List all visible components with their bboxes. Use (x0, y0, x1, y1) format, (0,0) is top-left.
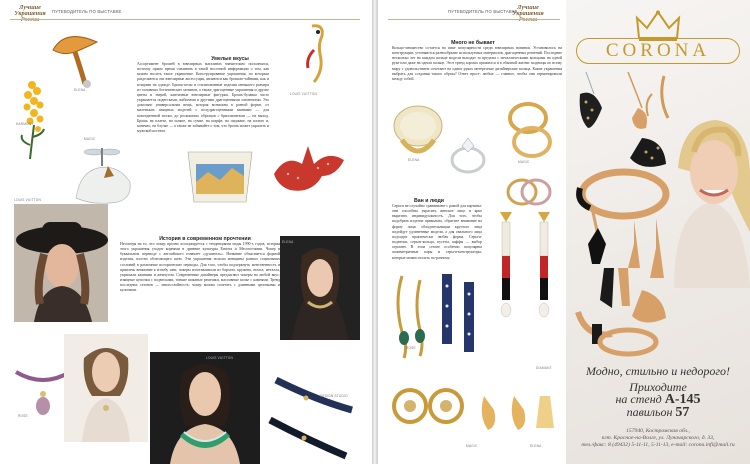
right-page (378, 0, 750, 464)
magazine-logo (10, 5, 50, 23)
caption-2: HARMONY (16, 122, 34, 126)
page-header-right: ПУТЕВОДИТЕЛЬ ПО ВЫСТАВКЕ (448, 9, 518, 14)
logo-line1-right: Лучшие Украшения (512, 4, 544, 17)
ad-pavilion-line (566, 405, 750, 421)
solitaire-ring-image (446, 132, 490, 176)
article1-text: Ассортимент брошей в ювелирных магазинах значительно пополнился, поэтому прямо время осваивать в такой носочной информации о том, как можно носить такое украшение. Конструирование украшения, по которым разделяются эти ювелирные аксессуары, являются как брошью-тайнами, как и птицами на одежде. Брошь-иглы и стилизованные изделия меньшего размера из основных ботанических мотивов, а также драгоценные украшения и другие цветы и зверей, кантичные ювелирные фигурки. Брошь-булавка часто украшается подвесками, жабонами и другими драгоценными элементами. Это довольно универсальная вещь, которая возможна в разной форме, от маленьких изящных моделей с полудрагоценными камнями — для повседневной носки, до роскошных образцов с бриллиантами — на выход. Брошь на платье, на шляпе, на сумке, на шарфе, на пиджаке, на пальто и, конечно, на блузке — а также не забывайте о том, что брошь может украсить и мужской костюм. (137, 62, 269, 134)
stand-number: А-145 (664, 392, 701, 407)
caption-8: LOUIS VUITTON (206, 356, 233, 360)
pavilion-number: 57 (675, 405, 690, 420)
r-caption-6: ELENA (530, 444, 542, 448)
caption-7: ROSE (18, 414, 28, 418)
r-caption-5: MAGIC (466, 444, 478, 448)
caption-3: MAGIC (84, 137, 96, 141)
mimosa-brooch-image (18, 75, 52, 165)
mushroom-brooch-image (45, 22, 103, 92)
sapphire-earrings-image (434, 268, 486, 368)
woman-necklace-photo (64, 334, 148, 442)
r-article2-title: Ван и люди (414, 198, 444, 204)
drop-earrings-image (486, 206, 564, 364)
caption-6: ELENA (282, 240, 294, 244)
corona-brand-logo: CORONA (576, 38, 740, 64)
article2-text: Несмотря на то, что чокер прочно ассоциируется с тенденциями моды 1990-х годов, история этого украшения уходит корнями в древние культуры Египта и Месопотамии. Чокер в буквальном переводе с английского означает «душитель». Название объясняется формой изделия, плотно облегающего шею. Эти украшения носили женщины разных социальных сословий в различные исторические периоды. Для того, чтобы подчеркнуть женственность и привлечь внимание к изгибу шеи, чокеры изготавливали из бархата, кружева, атласа, металла, украшали камнями и жемчугом. Современные дизайнеры предлагают чокеры на любой вкус: изящные цепочки с подвесками, тонкие кожаные ремешки, массивные колье с камнями. Тренд последних сезонов — многослойность: чокер можно сочетать с длинными цепочками и кулонами. (120, 242, 280, 293)
rosegold-earrings-image (474, 386, 564, 440)
address-line1: 157940, Костромская обл., (626, 428, 690, 434)
pavilion-prefix: павильон (626, 405, 673, 419)
r-article2-text: Серьги не случайно сравнивают с рамой для картины: они способны украсить женское лицо и ярко выразить индивидуальность. Для того, чтобы подобрать изделие правильно, обратите внимание на форму лица: обладательницам круглого лица подойдут удлиненные модели, а для овального лица подходит практически любая форма. Серьги-подвески, серьги-кольца, пусеты, каффы — выбор огромен. В этом сезоне особенно популярны асимметричные пары и серьги-конструкторы, которые можно носить по-разному. (392, 204, 482, 260)
green-stone-earrings-image (390, 272, 432, 366)
r-caption-1: ELENA (408, 158, 420, 162)
corona-advertisement (566, 0, 750, 464)
velvet-chokers-image (266, 370, 360, 460)
caption-5: LOUIS VUITTON (14, 198, 41, 202)
painted-bag-image (184, 146, 256, 204)
caption-1: ELENA (74, 88, 86, 92)
gold-rings-image (502, 96, 558, 164)
page-header: ПУТЕВОДИТЕЛЬ ПО ВЫСТАВКЕ (52, 9, 122, 14)
address-line3: тел./факс: 8 (49432) 5-11-11, 5-11-13, e-mail: corona.infi@mail.ru (581, 442, 735, 449)
woman-choker-photo (280, 236, 360, 340)
magazine-logo-right (506, 5, 550, 23)
r-article1-text: Кольцо-множество остается на пике популярности среди ювелирных новинок. Установилось на конструкции, уточняются разнообразие используемых материалов, драгоценных решений. Последние несколько лет на каждом пальце модели выходят за пределы с металлическими кольцами на одной руке или даже на одном пальце. Этот тренд хорошо прижился и в обычной жизни: модницы по всему миру с удовольствием сочетают на одних руках интересные дизайнерские кольца. Какие украшения выбрать для создания такого образа? Ответ прост: любые — главное, чтобы они гармонировали между собой. (392, 46, 562, 81)
seahorse-brooch-image (290, 20, 340, 90)
gold-earrings-image (388, 372, 470, 442)
signet-ring-image (388, 100, 446, 162)
corona-jewelry-set (572, 68, 682, 358)
article2-title: История в современном прочтении (159, 236, 251, 242)
woman-hat-photo (14, 204, 108, 322)
r-article1-title: Много не бывает (451, 40, 495, 46)
woman-emerald-photo (150, 352, 260, 464)
r-caption-3: DIAMANT (536, 366, 552, 370)
visit-prefix: Приходите (629, 380, 687, 394)
mineral-brooch-image (74, 158, 134, 204)
article1-title: Умелые вкусы (211, 56, 249, 62)
r-caption-2: MAGIC (518, 160, 530, 164)
address-line2: пгт. Красное-на-Волге, ул. Луначарского, д. 33, (601, 435, 715, 442)
ad-address (574, 428, 742, 450)
caption-9: DESIGN STUDIO (320, 394, 348, 398)
logo-line1: Лучшие Украшения (14, 4, 46, 17)
left-page (0, 0, 372, 464)
r-caption-4: ROSE (406, 346, 416, 350)
ad-slogan: Модно, стильно и недорого! (585, 364, 731, 378)
caption-4: LOUIS VUITTON (290, 92, 317, 96)
stand-prefix: на стенд (615, 392, 662, 406)
bird-brooch-image (268, 134, 352, 200)
header-rule-right (388, 19, 560, 20)
